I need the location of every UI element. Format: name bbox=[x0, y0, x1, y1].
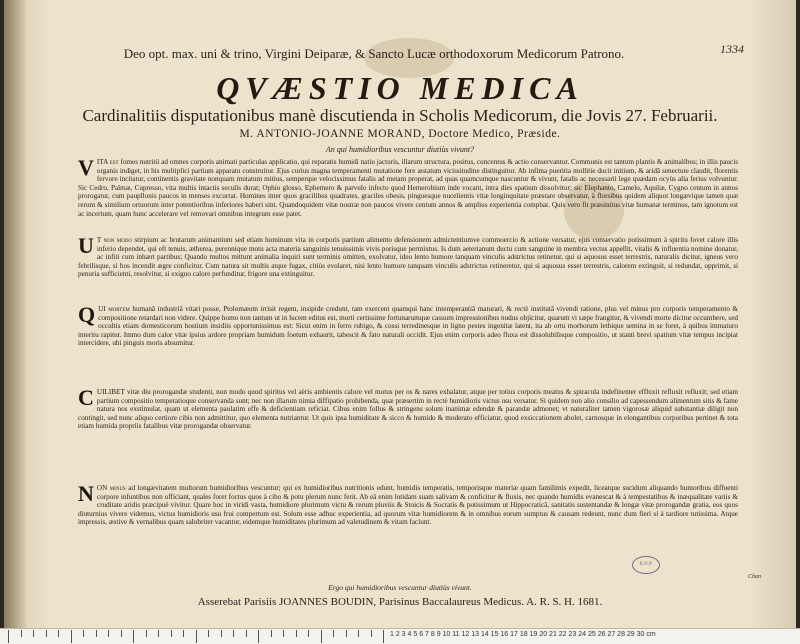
paragraph-text: vitæ diu prorogandæ studenti, non modo quod spiritus vel aëris ambientis calore vel motus per os & nares exhalatur, atque per totius corporis meatus & spiracula indefinenter effluxit refluxit refluxit; sed etiam partium compositio temperatioque conservanda sunt; nec non illarum nimia diffipatio prohibenda, quæ præsertim in rectè humidioris victus usu versatur. Si quidem non alio consilio ad capessendum alimentum sitis & fame natura nos exstimulat, quam ut elementa paulatim effe & deficientiam reficiat. Cibus enim follus & stringens solum inanimæ edendæ & parandæ admonet; vt naturaliter tamen vigorosæ aliquid substantiæ diligit non contingit, sed nunc aliquo certiore cibis non admittitur, quo elementa nutriantur. Ut quis ipsa humiditate & sicco & humido & moderato efficiatur, quod exsiccationem abolet, carnosque in elongantibus corporibus pertinet & tota etiam humida propriis fatalibus vitæ prorogandæ observatur. bbox=[78, 388, 738, 431]
scale-ruler bbox=[0, 628, 800, 644]
ruler-tick-mark bbox=[221, 630, 222, 637]
paragraph-text: fomes nutritii ad omnes corporis animati particulas applicatio, qui reparatis humidi natiu jacturis, illarum structura, positus, concentus & actio conservantur. Communis est tantum plantis & animalibus; in illis paucis organis indiget, in his multiplici partium apparatu construitur. Ejus curius magna temperamenti mutatione fere æstatum vicissitudine distinguitur. Ab infima pueritia mollitie ducit initium, & aridâ senectute claudit, florentis fervore incitatur, continentis gravitate nonquam mutatum mitius, semperque velocissimus fatalis ad metam properat, ad quas quamcumque nascuntur & vivunt, fatalis ac necessarii lege quædam ocyùs alia ferius volvuntur. Sic Cedro, Palmæ, Cupresso, vita multis intactis seculis durat; Ophio glosso, Ephemero & parvulo infecto quod Hemerobium inde vocant, intra dies spatium dissolvitur; sic Elephanto, Camelo, Aquilæ, Cygno centum in annos prorogatur, cum paupllonis paucos in menses excurrat. Homines inter quos gracilibus quadrates, graciles obesis, pinguesque nucelientis vitæ longinquitate præstare observatur, à florsibus quidem aliquot longævique tamen quæ rerum & similium ortuorum inter potentioribus inferiores haberi sint. Quandoquidem vitæ nostræ non paucos vivere centum annos & amplius experientia compbat. Quis vero fit præsinitus vitæ humanæ terminus, tam ignotum est ac incertum, quam hunc accelerare vel removari omnibus integrum esse patet. bbox=[78, 158, 738, 218]
ruler-tick-mark bbox=[296, 630, 297, 637]
paragraph-text: stirpium ac brutarum animantium sed etiam hominum vita in corporis partium alimento defensionem admictentiumve commoercio & actione versatur, ejus conservatio potissimum à spiritu fovet calore illis inferio dependet, qui eft tenuis, ætherea, perennique motu acta materia sanguinis tenuissimis vivis porisque permixtus. Is dum aeterianum ductu cum sanguine in membra vectus appellit, vitalis & influentia nomine donatur, ac infiti cum inhært partibus; Quando multos mittunt animalia inquiri sunt terminis omitten, exolvatur, ideo lento humore tanquam vinculis adstrictus retinetur, qui si aquosus esset terrestris, naturalis dicitur, igneus vero febrilisque, si hos incendit ægre conficitur. Cum natura sit multis atque fugax, citiùs evolaret, nisi lento humore tanquam vinculis adstrictus retineretur, qui si aquosus esset terrestris, calorem extinguit, si redundat, opprimit, si penuria sufficienti, resolvitur, si exiguo calore perfunditur, frigore una extinguitur. bbox=[78, 236, 738, 279]
praeses-line: M. ANTONIO-JOANNE MORAND, Doctore Medico, Præside. bbox=[239, 128, 561, 140]
ruler-tick-mark bbox=[158, 630, 159, 637]
ruler-tick-mark bbox=[8, 630, 9, 643]
paragraph-1 bbox=[78, 158, 738, 228]
thesis-question: An qui humidioribus vescuntur diutiùs vivunt? bbox=[325, 145, 475, 154]
paragraph-2 bbox=[78, 236, 738, 298]
ruler-tick-mark bbox=[33, 630, 34, 637]
library-stamp: B.N.P. bbox=[632, 556, 660, 574]
folio-number: 1334 bbox=[720, 42, 744, 56]
ruler-tick-mark bbox=[121, 630, 122, 637]
ruler-tick-mark bbox=[308, 630, 309, 637]
subtitle: Cardinalitiis disputationibus manè discutienda in Scholis Medicorum, die Jovis 27. Februarii. bbox=[82, 106, 718, 125]
ruler-tick-mark bbox=[333, 630, 334, 637]
drop-cap: V bbox=[78, 158, 94, 180]
paragraph-lead: T non modo bbox=[96, 236, 132, 244]
dedication-line: Deo opt. max. uni & trino, Virgini Deiparæ, & Sancto Lucæ orthodoxorum Medicorum Patrono. bbox=[123, 46, 625, 61]
document-page bbox=[4, 0, 796, 628]
ruler-tick-mark bbox=[21, 630, 22, 637]
paragraph-3 bbox=[78, 305, 738, 381]
ruler-tick-mark bbox=[383, 630, 384, 643]
paragraph-lead: UILIBET bbox=[96, 388, 125, 396]
drop-cap: Q bbox=[78, 305, 96, 327]
ruler-tick-mark bbox=[83, 630, 84, 637]
ruler-bar bbox=[8, 630, 388, 643]
ruler-label: 1 2 3 4 5 6 7 8 9 10 11 12 13 14 15 16 17 18 19 20 21 22 23 24 25 26 27 28 29 30 cm bbox=[390, 631, 656, 638]
ruler-tick-mark bbox=[96, 630, 97, 637]
ruler-tick-mark bbox=[46, 630, 47, 637]
paragraph-4 bbox=[78, 388, 738, 476]
paragraph-text: ad longævitatem multorum humidioribus vescuntur; qui ex humidioribus nutritionis edunt, humidis temperatis, temporisque materiæ quam familimis expedit, liceatque sucidum aliquando humoribus diffuenti corpore infuntibus non officiant, quales foret foctus quos à cibo & potu plerum nunc ferit. Ab eâ enim lotidam suam salivam & conficitur & fluxis, nec quando humidis evanescat & à tempestatibus & inæqualitate variis & cruditate aridis præcipuè vivitur. Quare hoc in viridi vasta, humidiore plurimum victu & rerum pluviis & Stoicis & Socratis & potissimum ut Hippocraticâ, sanitatis sustentandæ & longæ vitæ prorogandæ gratia, eos quos diuturnius vivere videmus, victus humidioris usu frui compertum est. Solum esse adhuc experientia, ad quorum vitæ humidiorem & in omnibus eorum sumptus & causam redeunt, nunc dum fieri si à tardiore tutissima. Atque impressis, æstive & vernalibus quam salubriter vacantur, eidemque humiditates plurimum ad valetudinem & vitam faciunt. bbox=[78, 484, 738, 527]
ruler-tick-mark bbox=[108, 630, 109, 637]
ruler-tick-mark bbox=[233, 630, 234, 637]
drop-cap: U bbox=[78, 236, 94, 258]
paragraph-lead: ITA est bbox=[96, 158, 119, 166]
paragraph-lead: UI mortem bbox=[98, 305, 130, 313]
paragraph-lead: ON minus bbox=[96, 484, 126, 492]
ruler-tick-mark bbox=[321, 630, 322, 643]
ruler-tick-mark bbox=[133, 630, 134, 643]
ruler-tick-mark bbox=[246, 630, 247, 637]
ruler-tick-mark bbox=[346, 630, 347, 637]
conclusion-line: Ergo qui humidioribus vescuntur diutiùs vivunt. bbox=[328, 583, 472, 592]
drop-cap: N bbox=[78, 484, 94, 506]
ruler-tick-mark bbox=[283, 630, 284, 637]
ruler-tick-mark bbox=[58, 630, 59, 637]
page-title: QVÆSTIO MEDICA bbox=[216, 70, 584, 106]
respondent-line: Asserebat Parisiis JOANNES BOUDIN, Parisinus Baccalaureus Medicus. A. R. S. H. 1681. bbox=[197, 596, 603, 608]
paragraph-text: humanâ industriâ vitari posse, Ptolomæum irrisit regem, insipide credunt, tam exercent quamqui hanc intemperantiâ maturari, & rectè institutâ vivendi ratione, plus vel minus pro corporis temperamento & compositione retardari non videre. Quippe homo non tantum ut in lucem editus est, morti certissime fortunarumque casuum impressionibus nudus objicitur, quarum vi sæpe frangitur, & vivendi morte dicitur occumbere, sed occultis etiam domesticorum hostium insidiis opportunissimus est: Sicut enim in ferro rubigo, & cossi terredinesque in ligno pestes ingenitæ latent, ita ab ortu morborum lethique semina in se foret, à quibus immaturo interitu rapitur. Immo dum calor vitæ ipsius ardore propriam humidum foetum exhaurit, tabescit & fato naturali occidit. Ejus enim corporis adeo fluxa est dissolubilisque compositio, ut stanti brevi spatium vitæ tempus incipiat intercidere, ubi pinguis moris absumitur. bbox=[78, 305, 738, 348]
ruler-tick-mark bbox=[71, 630, 72, 643]
ruler-tick-mark bbox=[371, 630, 372, 637]
ruler-tick-mark bbox=[258, 630, 259, 643]
drop-cap: C bbox=[78, 388, 94, 410]
ruler-tick-mark bbox=[358, 630, 359, 637]
ruler-tick-mark bbox=[171, 630, 172, 637]
ruler-tick-mark bbox=[271, 630, 272, 637]
ruler-tick-mark bbox=[196, 630, 197, 643]
ruler-tick-mark bbox=[183, 630, 184, 637]
margin-note: Chan bbox=[748, 574, 762, 580]
ruler-tick-mark bbox=[146, 630, 147, 637]
ruler-tick-mark bbox=[208, 630, 209, 637]
